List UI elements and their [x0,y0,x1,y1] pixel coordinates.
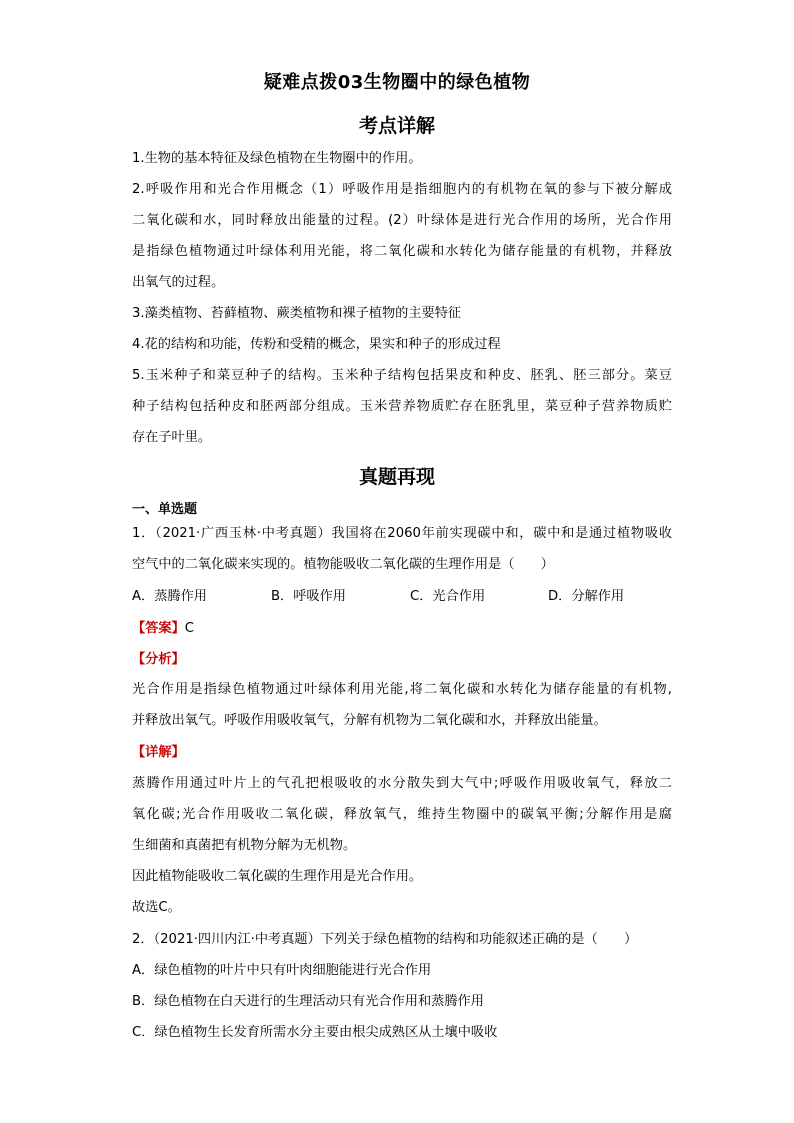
analysis-tag: 【分析】 [132,652,185,667]
main-title: 疑难点拨03生物圈中的绿色植物 [263,72,531,93]
question-1-option-d: D．分解作用 [548,589,625,604]
question-1-stem [132,518,672,580]
kaodian-item: 2.呼吸作用和光合作用概念（1）呼吸作用是指细胞内的有机物在氧的参与下被分解成 [132,182,672,197]
kaodian-item: 1.生物的基本特征及绿色植物在生物圈中的作用。 [132,151,422,166]
analysis-line: 并释放出氧气。呼吸作用吸收氧气，分解有机物为二氧化碳和水，并释放出能量。 [132,713,607,728]
answer-line [132,617,194,636]
question-2-option-b: B．绿色植物在白天进行的生理活动只有光合作用和蒸腾作用 [132,994,484,1009]
detail-line: 氧化碳;光合作用吸收二氧化碳，释放氧气，维持生物圈中的碳氧平衡;分解作用是腐 [132,807,672,822]
kaodian-item: 5.玉米种子和菜豆种子的结构。玉米种子结构包括果皮和种皮、胚乳、胚三部分。菜豆 [132,368,672,383]
analysis-text [132,674,672,736]
kaodian-item: 4.花的结构和功能，传粉和受精的概念，果实和种子的形成过程 [132,337,501,352]
kaodian-list [132,143,672,453]
kaodian-item: 是指绿色植物通过叶绿体利用光能，将二氧化碳和水转化为储存能量的有机物，并释放 [132,244,672,259]
detail-line: 故选C。 [132,900,181,915]
detail-tag: 【详解】 [132,745,185,760]
detail-line: 蒸腾作用通过叶片上的气孔把根吸收的水分散失到大气中;呼吸作用吸收氧气，释放二 [132,776,672,791]
detail-line: 因此植物能吸收二氧化碳的生理作用是光合作用。 [132,869,423,884]
question-stem-line: 2．（2021·四川内江·中考真题）下列关于绿色植物的结构和功能叙述正确的是（ ） [132,932,638,947]
kaodian-item: 二氧化碳和水，同时释放出能量的过程。(2）叶绿体是进行光合作用的场所，光合作用 [132,213,672,228]
kaodian-item: 种子结构包括种皮和胚两部分组成。玉米营养物质贮存在胚乳里，菜豆种子营养物质贮 [132,399,672,414]
question-2-option-c: C．绿色植物生长发育所需水分主要由根尖成熟区从土壤中吸收 [132,1025,498,1040]
question-stem-line: 空气中的二氧化碳来实现的。植物能吸收二氧化碳的生理作用是（ ） [132,557,554,572]
question-stem-line: 1．（2021·广西玉林·中考真题）我国将在2060年前实现碳中和，碳中和是通过植物吸收 [132,526,672,541]
question-2-option-a: A．绿色植物的叶片中只有叶肉细胞能进行光合作用 [132,963,432,978]
detail-text [132,768,672,923]
kaodian-item: 出氧气的过程。 [132,275,225,290]
section-heading-kaodian: 考点详解 [358,115,435,137]
question-1-option-c: C．光合作用 [410,589,486,604]
question-1-option-b: B．呼吸作用 [271,589,346,604]
kaodian-item: 3.藻类植物、苔藓植物、蕨类植物和裸子植物的主要特征 [132,306,462,321]
kaodian-item: 存在子叶里。 [132,430,212,445]
answer-value: C [184,621,194,636]
question-1-option-a: A．蒸腾作用 [132,589,207,604]
section-heading-zhenti: 真题再现 [358,466,435,488]
analysis-line: 光合作用是指绿色植物通过叶绿体利用光能,将二氧化碳和水转化为储存能量的有机物, [132,682,672,697]
question-2 [132,924,672,1048]
answer-tag: 【答案】 [132,621,185,636]
subsection-heading: 一、单选题 [132,502,198,517]
detail-line: 生细菌和真菌把有机物分解为无机物。 [132,838,357,853]
